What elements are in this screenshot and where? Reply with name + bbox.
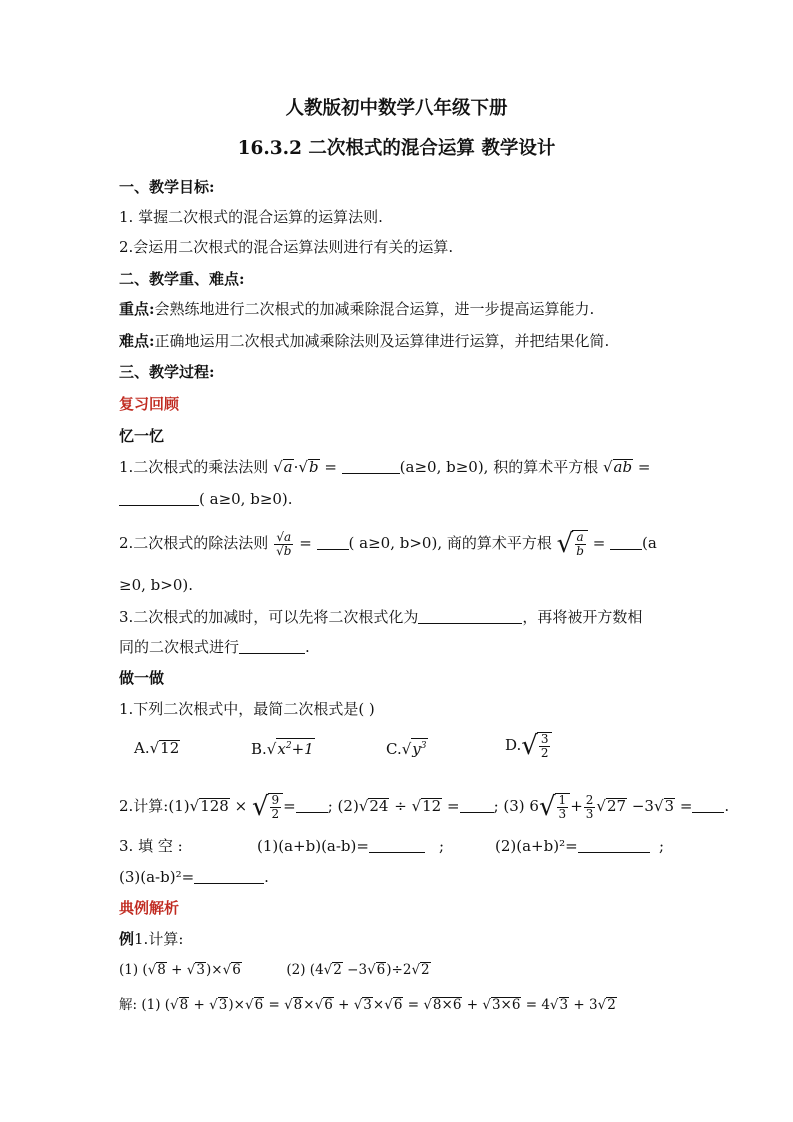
- section-goals-heading: 一、教学目标:: [119, 178, 215, 196]
- p2-blank-1: [296, 797, 328, 813]
- q2-blank-2: [610, 534, 642, 550]
- recall-question-2-cont: ≥0, b>0).: [119, 576, 193, 594]
- p3-part-2: (2)(a+b)²=: [495, 836, 650, 856]
- doc-subtitle: 16.3.2 二次根式的混合运算 教学设计: [237, 138, 556, 159]
- q3-blank-1: [418, 608, 522, 624]
- hard-label: 难点:: [119, 332, 155, 350]
- p3-part-1: (1)(a+b)(a-b)=: [257, 836, 425, 856]
- key-text: 会熟练地进行二次根式的加减乘除混合运算，进一步提高运算能力.: [154, 300, 595, 318]
- option-b: $B.√x^2+1$: [251, 740, 314, 758]
- q3-text-c: 同的二次根式进行: [119, 638, 240, 656]
- q3-text-d: .: [305, 638, 310, 656]
- example-heading: 典例解析: [119, 899, 180, 917]
- practice-options: [134, 731, 694, 768]
- recall-question-1-cont: [119, 489, 293, 509]
- recall-question-3-cont: [119, 637, 310, 657]
- q1-blank-2: [119, 490, 199, 506]
- doc-title: 人教版初中数学八年级下册: [285, 98, 508, 119]
- recall-heading: 忆一忆: [119, 427, 165, 445]
- hard-point: [119, 331, 609, 351]
- example-1-problems: (1) (√8 + √3)×√6 (2) (4√2 −3√6)÷2√2: [119, 962, 430, 978]
- p3-part-3: (3)(a-b)²=: [119, 868, 195, 886]
- example-1: [119, 929, 183, 949]
- q2-text-a: 2.二次根式的除法法则: [119, 534, 269, 552]
- p2-blank-3: [692, 797, 724, 813]
- p3-blank-3: [194, 868, 264, 884]
- practice-question-3: 3. 填 空 : (1)(a+b)(a-b)= ; (2)(a+b)²= ;: [119, 837, 665, 855]
- key-label: 重点:: [119, 300, 155, 318]
- q1-blank-1: [342, 458, 400, 474]
- q2-text-c: (a: [642, 534, 657, 552]
- q2-blank-1: [317, 534, 349, 550]
- p3-label: 3. 填 空 :: [119, 837, 183, 855]
- example-1-solution: 解: (1) (√8 + √3)×√6 = √8×√6 + √3×√6 = √8×6 + √3×6 = 4√3 + 3√2: [119, 997, 616, 1013]
- section-keypoints-heading: 二、教学重、难点:: [119, 270, 245, 288]
- q3-text-a: 3.二次根式的加减时，可以先将二次根式化为: [119, 608, 419, 626]
- option-d: D. √ $\frac{3}{2}$: [505, 732, 552, 760]
- solution-label: 解:: [119, 997, 138, 1013]
- p2-blank-2: [460, 797, 494, 813]
- practice-question-3-cont: (3)(a-b)²= .: [119, 868, 269, 886]
- q1-text-c: ( a≥0, b≥0).: [199, 490, 293, 508]
- review-heading: 复习回顾: [119, 395, 180, 413]
- section-process-heading: 三、教学过程:: [119, 363, 215, 381]
- key-point: [119, 299, 594, 319]
- q1-text-b: (a≥0, b≥0), 积的算术平方根: [399, 458, 599, 476]
- q3-text-b: ，再将被开方数相: [522, 608, 643, 626]
- option-c: $C.√y^3$: [386, 740, 427, 758]
- recall-question-2: 2.二次根式的除法法则 $\frac{√a}{√b}$ = ( a≥0, b>0), 商的算术平方根 √ $\frac{a}{b}$ = (a: [119, 529, 657, 559]
- practice-heading: 做一做: [119, 669, 165, 687]
- goal-1: 1. 掌握二次根式的混合运算的运算法则.: [119, 208, 383, 226]
- q3-blank-2: [239, 638, 305, 654]
- hard-text: 正确地运用二次根式加减乘除法则及运算律进行运算，并把结果化简.: [154, 332, 610, 350]
- q1-text-a: 1.二次根式的乘法法则: [119, 458, 269, 476]
- goal-2: 2.会运用二次根式的混合运算法则进行有关的运算.: [119, 238, 454, 256]
- p2-label: 2.计算:: [119, 797, 169, 815]
- practice-question-1: 1.下列二次根式中，最简二次根式是( ): [119, 700, 375, 718]
- practice-question-2: 2.计算:(1)√128 × √ $\frac{9}{2}$ = ; (2)√24 ÷ √12 = ; (3) 6 √ $\frac{1}{3}$ + $\frac{2}{3}$ √27 −3√3 = .: [119, 792, 730, 822]
- q2-text-b: ( a≥0, b>0), 商的算术平方根: [348, 534, 552, 552]
- recall-question-3: [119, 607, 642, 627]
- option-a: A.√12: [134, 739, 180, 757]
- example-label: 例: [119, 930, 135, 948]
- example-text: 1.计算:: [134, 930, 184, 948]
- recall-question-1: 1.二次根式的乘法法则 √a·√b = (a≥0, b≥0), 积的算术平方根 √ab =: [119, 458, 651, 476]
